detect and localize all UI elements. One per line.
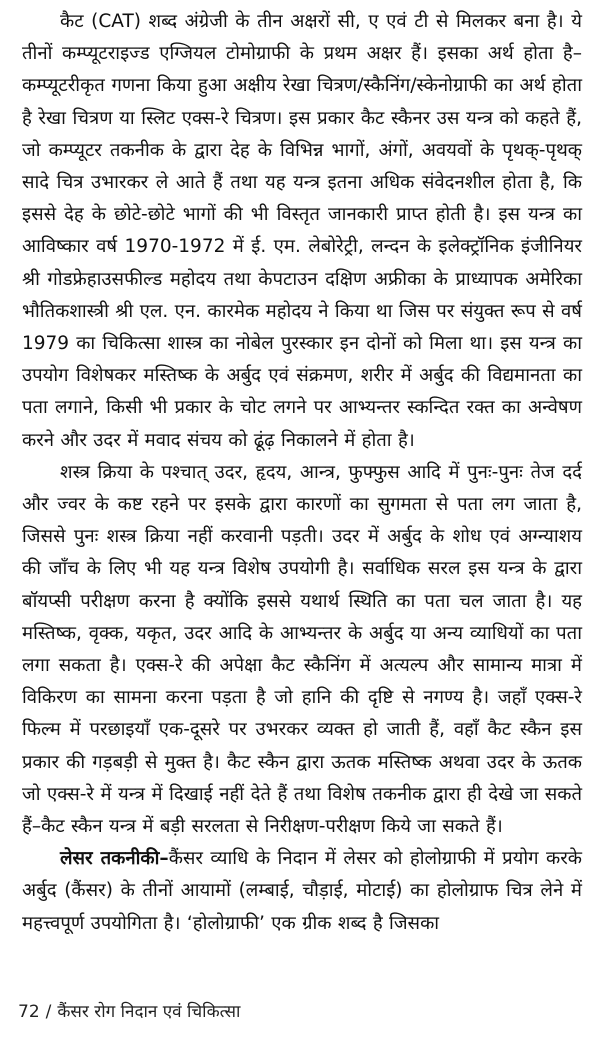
page-number: 72 <box>18 1002 40 1022</box>
paragraph-laser-text: कैंसर व्याधि के निदान में लेसर को होलोग्राफी में प्रयोग करके अर्बुद (कैंसर) के तीनों आयामों (लम्बाई, चौड़ाई, मोटाई) का होलोग्राफ चित्र लेने में महत्त्वपूर्ण उपयोगिता है। ‘होलोग्राफी’ एक ग्रीक शब्द है जिसका <box>22 848 582 934</box>
page-footer <box>18 1000 240 1024</box>
book-title: कैंसर रोग निदान एवं चिकित्सा <box>57 1002 241 1022</box>
section-heading-laser: लेसर तकनीकी– <box>60 848 169 870</box>
paragraph-laser-technique <box>22 843 582 940</box>
page-body <box>22 6 582 940</box>
footer-separator: / <box>45 1002 52 1022</box>
paragraph-cat-scan-intro: कैट (CAT) शब्द अंग्रेजी के तीन अक्षरों सी, ए एवं टी से मिलकर बना है। ये तीनों कम्प्यूटराइज्ड एग्जियल टोमोग्राफी के प्रथम अक्षर हैं। इसका अर्थ होता है–कम्प्यूटरीकृत गणना किया हुआ अक्षीय रेखा चित्रण/स्कैनिंग/स्केनोग्राफी का अर्थ होता है रेखा चित्रण या स्लिट एक्स-रे चित्रण। इस प्रकार कैट स्कैनर उस यन्त्र को कहते हैं, जो कम्प्यूटर तकनीक के द्वारा देह के विभिन्न भागों, अंगों, अवयवों के पृथक्-पृथक् सादे चित्र उभारकर ले आते हैं तथा यह यन्त्र इतना अधिक संवेदनशील होता है, कि इससे देह के छोटे-छोटे भागों की भी विस्तृत जानकारी प्राप्त होती है। इस यन्त्र का आविष्कार वर्ष 1970-1972 में ई. एम. लेबोरेट्री, लन्दन के इलेक्ट्रॉनिक इंजीनियर श्री गोडफ्रेहाउसफील्ड महोदय तथा केपटाउन दक्षिण अफ्रीका के प्राध्यापक अमेरिका भौतिकशास्त्री श्री एल. एन. कारमेक महोदय ने किया था जिस पर संयुक्त रूप से वर्ष 1979 का चिकित्सा शास्त्र का नोबेल पुरस्कार इन दोनों को मिला था। इस यन्त्र का उपयोग विशेषकर मस्तिष्क के अर्बुद एवं संक्रमण, शरीर में अर्बुद की विद्यमानता का पता लगाने, किसी भी प्रकार के चोट लगने पर आभ्यन्तर स्कन्दित रक्त का अन्वेषण करने और उदर में मवाद संचय को ढूंढ़ निकालने में होता है। <box>22 11 582 451</box>
paragraph-cat-scan-uses: शस्त्र क्रिया के पश्चात् उदर, हृदय, आन्त्र, फुफ्फुस आदि में पुनः-पुनः तेज दर्द और ज्वर के कष्ट रहने पर इसके द्वारा कारणों का सुगमता से पता लग जाता है, जिससे पुनः शस्त्र क्रिया नहीं करवानी पड़ती। उदर में अर्बुद के शोध एवं अग्न्याशय की जाँच के लिए भी यह यन्त्र विशेष उपयोगी है। सर्वाधिक सरल इस यन्त्र के द्वारा बॉयप्सी परीक्षण करना है क्योंकि इससे यथार्थ स्थिति का पता चल जाता है। यह मस्तिष्क, वृक्क, यकृत, उदर आदि के आभ्यन्तर के अर्बुद या अन्य व्याधियों का पता लगा सकता है। एक्स-रे की अपेक्षा कैट स्कैनिंग में अत्यल्प और सामान्य मात्रा में विकिरण का सामना करना पड़ता है जो हानि की दृष्टि से नगण्य है। जहाँ एक्स-रे फिल्म में परछाइयाँ एक-दूसरे पर उभरकर व्यक्त हो जाती हैं, वहाँ कैट स्कैन इस प्रकार की गड़बड़ी से मुक्त है। कैट स्कैन द्वारा ऊतक मस्तिष्क अथवा उदर के ऊतक जो एक्स-रे में यन्त्र में दिखाई नहीं देते हैं तथा विशेष तकनीक द्वारा ही देखे जा सकते हैं–कैट स्कैन यन्त्र में बड़ी सरलता से निरीक्षण-परीक्षण किये जा सकते हैं। <box>22 461 582 838</box>
